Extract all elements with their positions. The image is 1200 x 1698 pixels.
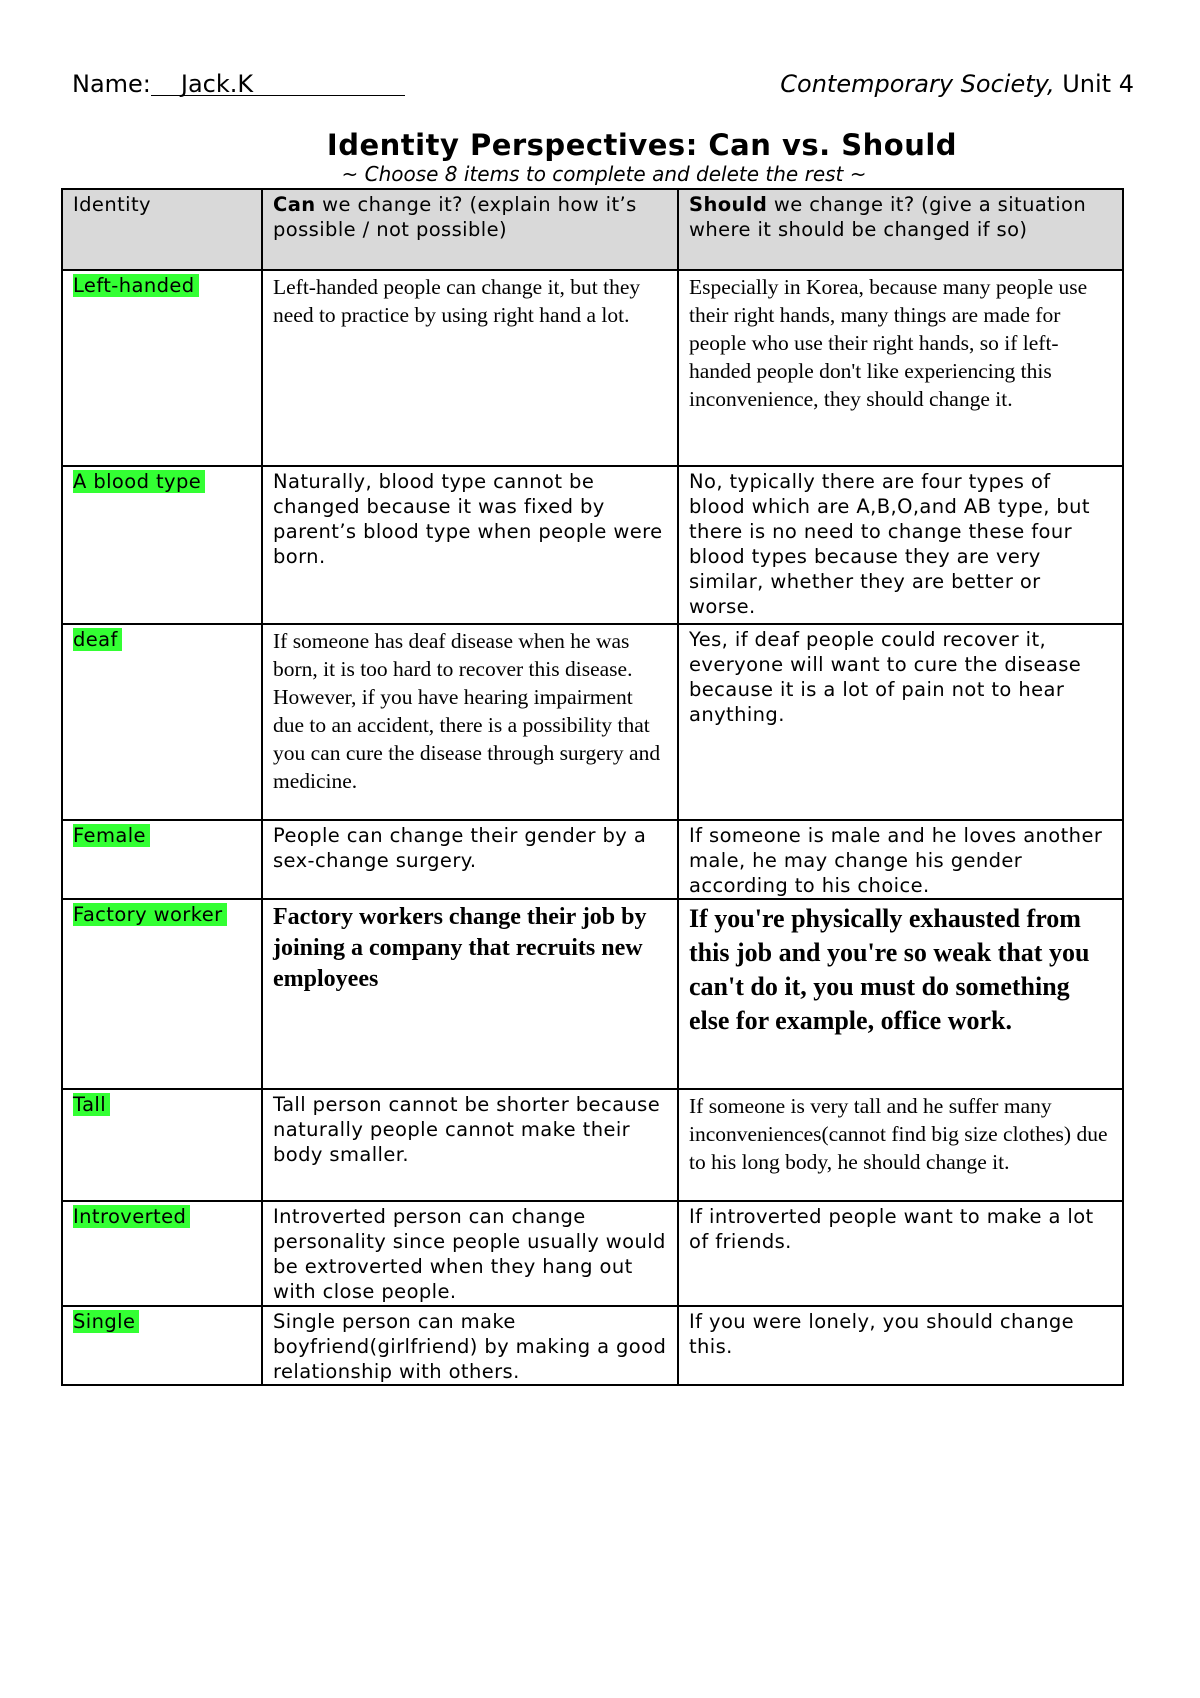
should-cell[interactable]: If you're physically exhausted from this job and you're so weak that you can't do it, you must do something else for example, office work. xyxy=(678,899,1123,1089)
should-cell[interactable]: If introverted people want to make a lot of friends. xyxy=(678,1201,1123,1306)
can-cell[interactable]: Tall person cannot be shorter because naturally people cannot make their body smaller. xyxy=(262,1089,678,1201)
name-line xyxy=(72,70,405,98)
should-cell[interactable]: If someone is male and he loves another male, he may change his gender according to his choice. xyxy=(678,820,1123,899)
table-row xyxy=(62,1201,1123,1306)
unit-label: Unit 4 xyxy=(1062,70,1134,98)
can-cell[interactable]: Introverted person can change personality since people usually would be extroverted when they hang out with close people. xyxy=(262,1201,678,1306)
name-label: Name: xyxy=(72,70,151,98)
can-cell[interactable]: Naturally, blood type cannot be changed because it was fixed by parent’s blood type when people were born. xyxy=(262,466,678,624)
table-row xyxy=(62,820,1123,899)
table-row xyxy=(62,1089,1123,1201)
table-row xyxy=(62,624,1123,820)
can-cell[interactable]: People can change their gender by a sex-change surgery. xyxy=(262,820,678,899)
should-cell[interactable]: No, typically there are four types of blood which are A,B,O,and AB type, but there is no need to change these four blood types because they are very similar, whether they are better or worse. xyxy=(678,466,1123,624)
table-row xyxy=(62,899,1123,1089)
course-name: Contemporary Society, xyxy=(780,70,1055,98)
identity-cell: Tall xyxy=(62,1089,262,1201)
identity-cell: deaf xyxy=(62,624,262,820)
can-cell[interactable]: Factory workers change their job by joining a company that recruits new employees xyxy=(262,899,678,1089)
should-cell[interactable]: Yes, if deaf people could recover it, everyone will want to cure the disease because it is a lot of pain not to hear anything. xyxy=(678,624,1123,820)
can-cell[interactable]: Left-handed people can change it, but they need to practice by using right hand a lot. xyxy=(262,270,678,466)
should-cell[interactable]: If you were lonely, you should change this. xyxy=(678,1306,1123,1385)
name-field[interactable]: Jack.K xyxy=(151,73,405,96)
table-row xyxy=(62,270,1123,466)
page-title: Identity Perspectives: Can vs. Should xyxy=(326,128,958,162)
table-row xyxy=(62,1306,1123,1385)
table-row xyxy=(62,466,1123,624)
identity-cell: Left-handed xyxy=(62,270,262,466)
identity-cell: Introverted xyxy=(62,1201,262,1306)
identity-cell: Single xyxy=(62,1306,262,1385)
should-cell[interactable]: If someone is very tall and he suffer many inconveniences(cannot find big size clothes) due to his long body, he should change it. xyxy=(678,1089,1123,1201)
page-subtitle: ~ Choose 8 items to complete and delete the rest ~ xyxy=(341,162,867,186)
can-cell[interactable]: If someone has deaf disease when he was born, it is too hard to recover this disease. However, if you have hearing impairment due to an accident, there is a possibility that you can cure the disease through surgery and medicine. xyxy=(262,624,678,820)
table-header-row xyxy=(62,189,1123,270)
course-info xyxy=(780,70,1134,98)
header-can: Can we change it? (explain how it’s possible / not possible) xyxy=(262,189,678,270)
should-cell[interactable]: Especially in Korea, because many people use their right hands, many things are made for people who use their right hands, so if left-handed people don't like experiencing this inconvenience, they should change it. xyxy=(678,270,1123,466)
identity-cell: A blood type xyxy=(62,466,262,624)
identity-table xyxy=(61,188,1124,1386)
header-should: Should we change it? (give a situation where it should be changed if so) xyxy=(678,189,1123,270)
identity-cell: Female xyxy=(62,820,262,899)
can-cell[interactable]: Single person can make boyfriend(girlfriend) by making a good relationship with others. xyxy=(262,1306,678,1385)
identity-cell: Factory worker xyxy=(62,899,262,1089)
header-identity: Identity xyxy=(62,189,262,270)
